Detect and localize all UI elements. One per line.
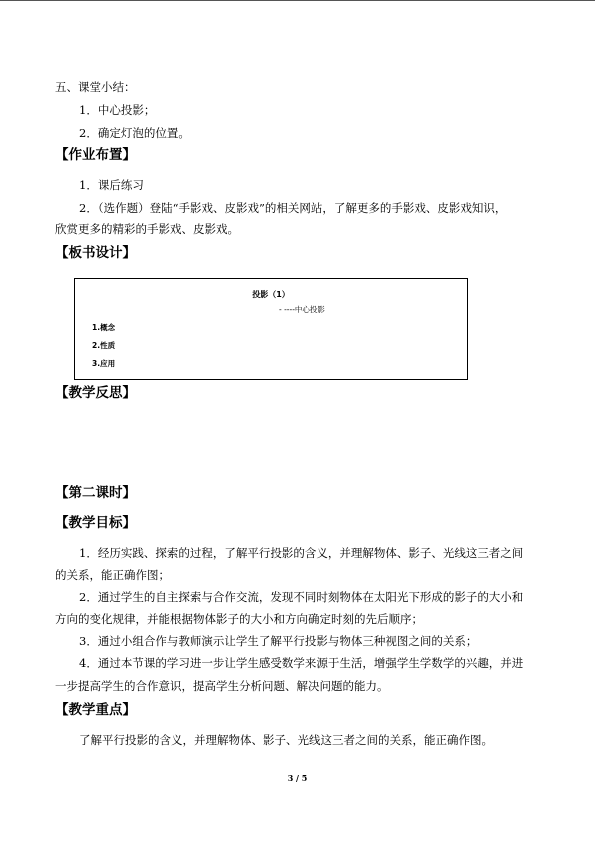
key-points-line: 了解平行投影的含义，并理解物体、影子、光线这三者之间的关系，能正确作图。 [79, 733, 493, 747]
board-item: 3.应用 [92, 359, 116, 368]
homework-heading: 【作业布置】 [55, 147, 136, 163]
page-number: 3 / 5 [287, 773, 308, 783]
homework-line: 2．（选作题）登陆“手影戏、皮影戏”的相关网站，了解更多的手影戏、皮影戏知识， [79, 201, 507, 215]
objective-line: 2．通过学生的自主探索与合作交流，发现不同时刻物体在太阳光下形成的影子的大小和 [79, 590, 524, 604]
board-title: 投影（1） [252, 290, 290, 299]
key-points-heading: 【教学重点】 [55, 702, 136, 718]
header-rule [0, 0, 595, 1]
board-item: 2.性质 [92, 341, 116, 350]
summary-heading: 五、课堂小结： [55, 80, 136, 94]
summary-item: 1．中心投影； [79, 103, 156, 117]
objective-line: 4．通过本节课的学习进一步让学生感受数学来源于生活，增强学生学数学的兴趣，并进 [79, 656, 524, 670]
board-item: 1.概念 [92, 323, 116, 332]
objective-line: 1．经历实践、探索的过程，了解平行投影的含义，并理解物体、影子、光线这三者之间 [79, 546, 524, 560]
reflection-heading: 【教学反思】 [55, 385, 136, 401]
objective-line: 的关系，能正确作图； [55, 568, 170, 582]
objective-line: 3．通过小组合作与教师演示让学生了解平行投影与物体三种视图之间的关系； [79, 634, 478, 648]
homework-line: 1．课后练习 [79, 178, 144, 192]
objective-line: 方向的变化规律，并能根据物体影子的大小和方向确定时刻的先后顺序； [55, 612, 423, 626]
summary-item: 2．确定灯泡的位置。 [79, 126, 190, 140]
second-lesson-heading: 【第二课时】 [55, 485, 136, 501]
board-design-box [74, 278, 468, 380]
objective-line: 一步提高学生的合作意识，提高学生分析问题、解决问题的能力。 [55, 679, 389, 693]
board-subtitle: - ----中心投影 [279, 305, 325, 314]
objectives-heading: 【教学目标】 [55, 515, 136, 531]
homework-line: 欣赏更多的精彩的手影戏、皮影戏。 [55, 222, 239, 236]
board-design-heading: 【板书设计】 [55, 245, 136, 261]
